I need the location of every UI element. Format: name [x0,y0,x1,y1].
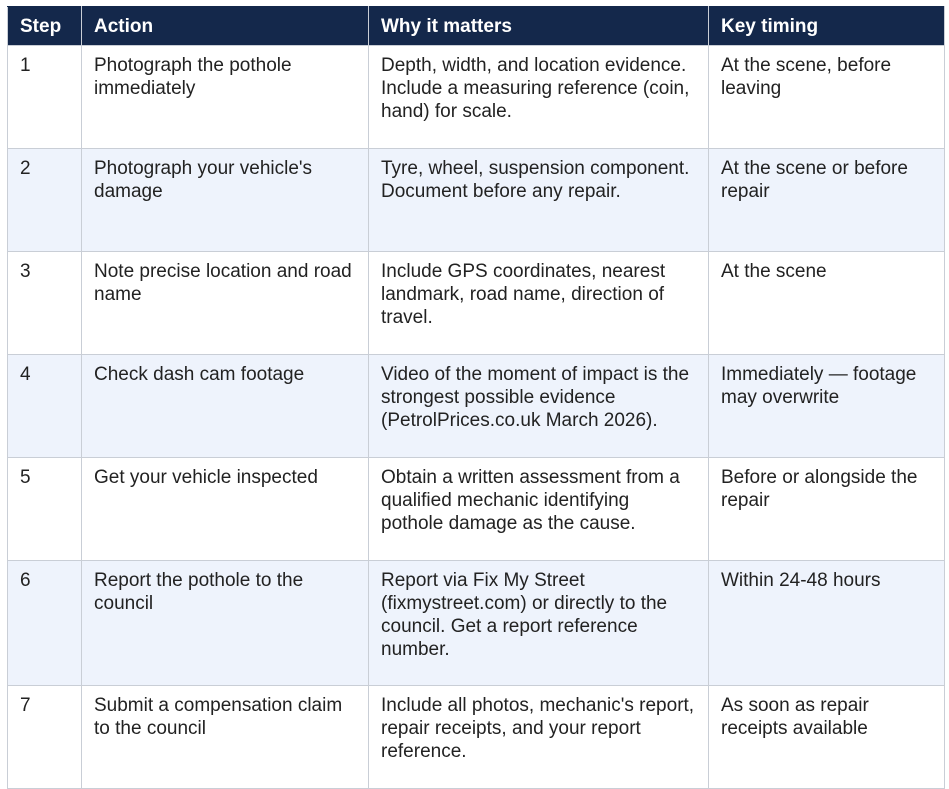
step-cell: 6 [8,561,82,686]
timing-cell: As soon as repair receipts available [709,686,945,789]
table-header [8,7,945,46]
why-cell: Depth, width, and location evidence. Include a measuring reference (coin, hand) for scale. [369,46,709,149]
table-body [8,46,945,789]
why-cell: Include GPS coordinates, nearest landmark, road name, direction of travel. [369,252,709,355]
timing-cell: At the scene or before repair [709,149,945,252]
table-row [8,355,945,458]
timing-cell: Immediately — footage may overwrite [709,355,945,458]
header-row [8,7,945,46]
step-cell: 5 [8,458,82,561]
step-cell: 2 [8,149,82,252]
timing-cell: Within 24-48 hours [709,561,945,686]
pothole-claim-steps-table [7,6,945,789]
timing-cell: At the scene, before leaving [709,46,945,149]
step-cell: 1 [8,46,82,149]
header-why-it-matters: Why it matters [369,7,709,46]
why-cell: Report via Fix My Street (fixmystreet.com) or directly to the council. Get a report reference number. [369,561,709,686]
table-row [8,252,945,355]
action-cell: Report the pothole to the council [82,561,369,686]
why-cell: Include all photos, mechanic's report, repair receipts, and your report reference. [369,686,709,789]
why-cell: Obtain a written assessment from a qualified mechanic identifying pothole damage as the cause. [369,458,709,561]
timing-cell: Before or alongside the repair [709,458,945,561]
timing-cell: At the scene [709,252,945,355]
header-step: Step [8,7,82,46]
table-row [8,458,945,561]
table-row [8,46,945,149]
step-cell: 3 [8,252,82,355]
action-cell: Photograph the pothole immediately [82,46,369,149]
why-cell: Video of the moment of impact is the strongest possible evidence (PetrolPrices.co.uk March 2026). [369,355,709,458]
action-cell: Submit a compensation claim to the council [82,686,369,789]
why-cell: Tyre, wheel, suspension component. Document before any repair. [369,149,709,252]
header-key-timing: Key timing [709,7,945,46]
action-cell: Note precise location and road name [82,252,369,355]
table-row [8,149,945,252]
header-action: Action [82,7,369,46]
action-cell: Check dash cam footage [82,355,369,458]
table-row [8,686,945,789]
action-cell: Photograph your vehicle's damage [82,149,369,252]
step-cell: 7 [8,686,82,789]
step-cell: 4 [8,355,82,458]
action-cell: Get your vehicle inspected [82,458,369,561]
